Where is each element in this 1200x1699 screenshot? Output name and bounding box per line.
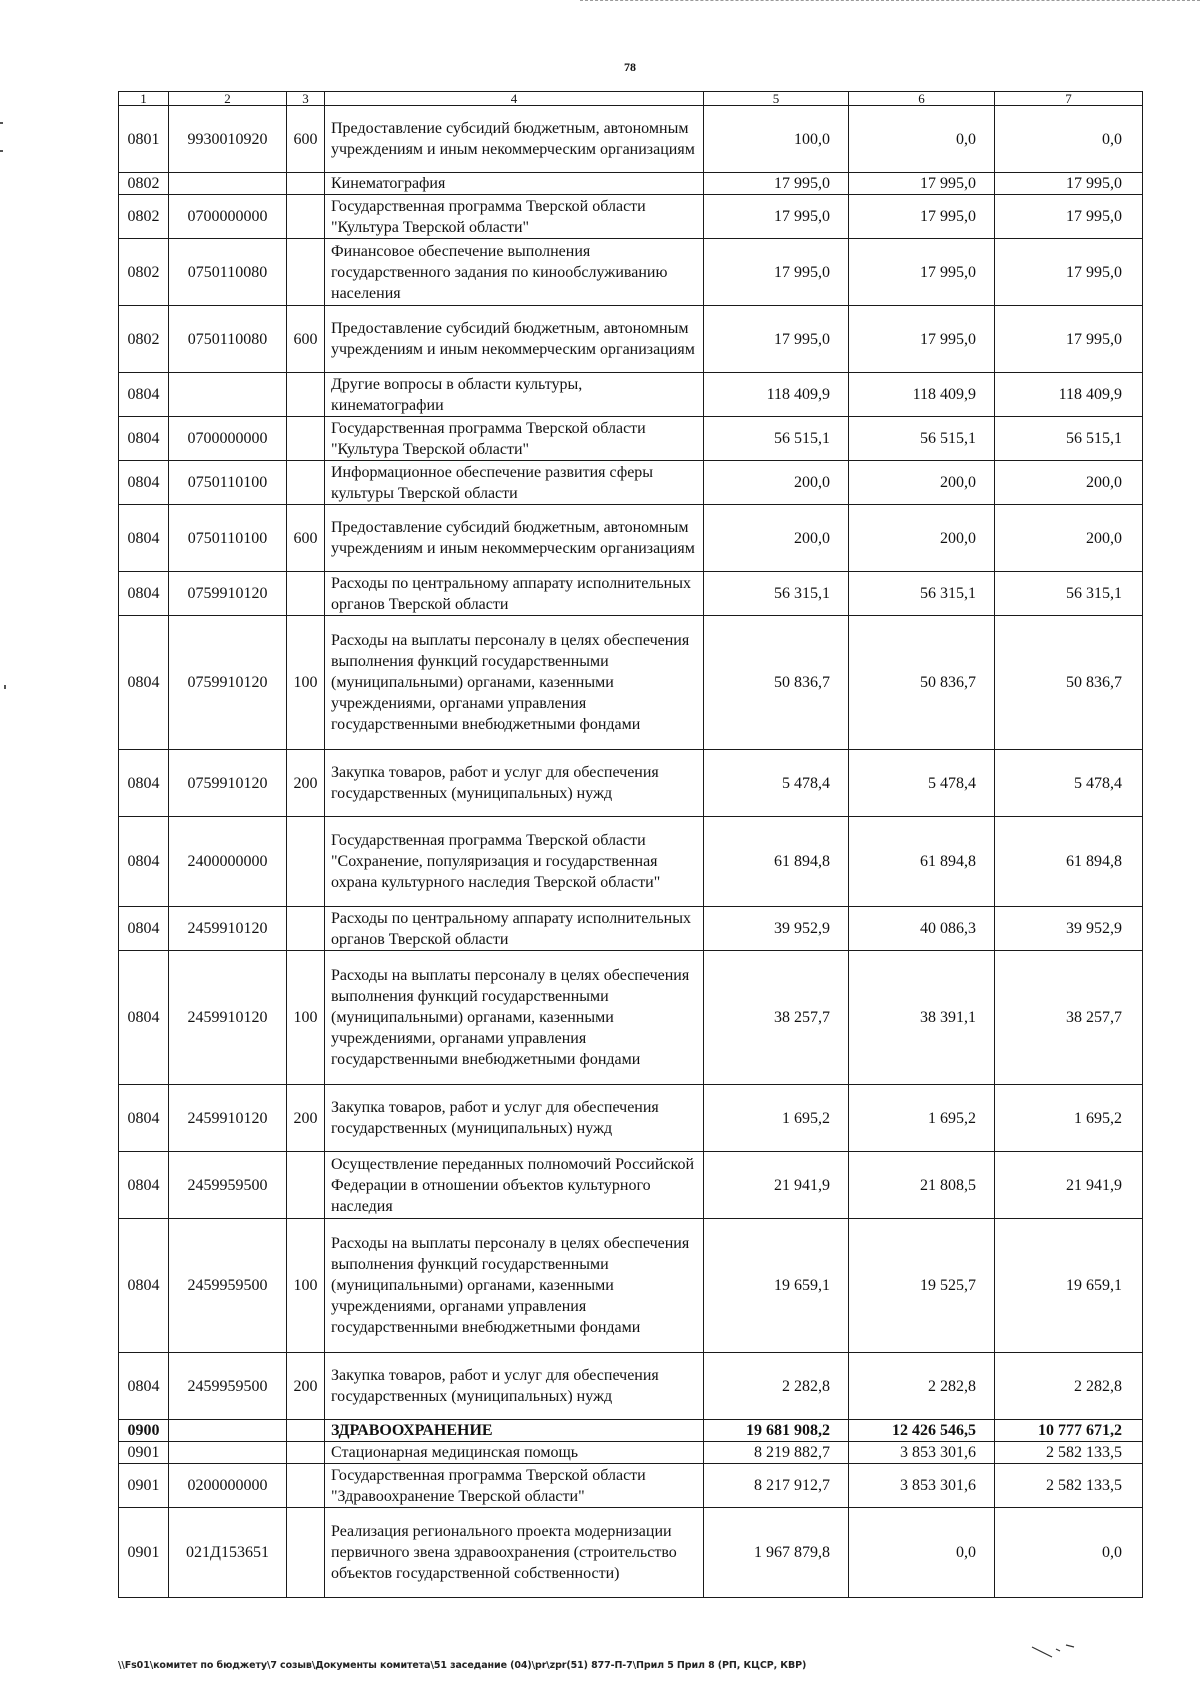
header-cell: 4 [325, 92, 704, 106]
cell-col-2: 2459959500 [169, 1353, 287, 1420]
cell-col-5: 21 941,9 [704, 1152, 849, 1219]
table-row [119, 907, 1143, 951]
cell-col-3: 600 [287, 505, 325, 572]
cell-col-1: 0801 [119, 106, 169, 173]
cell-col-3 [287, 461, 325, 505]
cell-col-7: 50 836,7 [995, 616, 1143, 750]
cell-col-7: 56 315,1 [995, 572, 1143, 616]
cell-col-2: 0750110100 [169, 505, 287, 572]
cell-col-2: 2459910120 [169, 951, 287, 1085]
cell-col-7: 17 995,0 [995, 239, 1143, 306]
cell-col-3 [287, 572, 325, 616]
cell-col-1: 0804 [119, 1085, 169, 1152]
cell-col-1: 0804 [119, 750, 169, 817]
cell-col-4: Финансовое обеспечение выполнения государственного задания по кинообслуживанию населения [325, 239, 704, 306]
cell-col-1: 0901 [119, 1442, 169, 1464]
header-cell: 1 [119, 92, 169, 106]
cell-col-3 [287, 373, 325, 417]
cell-col-2: 0700000000 [169, 195, 287, 239]
table-row [119, 1508, 1143, 1598]
cell-col-6: 0,0 [849, 1508, 995, 1598]
cell-col-7: 1 695,2 [995, 1085, 1143, 1152]
cell-col-2: 2459959500 [169, 1219, 287, 1353]
cell-col-6: 50 836,7 [849, 616, 995, 750]
cell-col-6: 56 515,1 [849, 417, 995, 461]
cell-col-1: 0802 [119, 173, 169, 195]
table-row [119, 1353, 1143, 1420]
cell-col-6: 2 282,8 [849, 1353, 995, 1420]
cell-col-4: Государственная программа Тверской области "Культура Тверской области" [325, 417, 704, 461]
table-row [119, 173, 1143, 195]
cell-col-4: Стационарная медицинская помощь [325, 1442, 704, 1464]
table-header-row [119, 92, 1143, 106]
cell-col-5: 61 894,8 [704, 817, 849, 907]
cell-col-1: 0804 [119, 417, 169, 461]
cell-col-3 [287, 1464, 325, 1508]
cell-col-3 [287, 239, 325, 306]
table-row [119, 1464, 1143, 1508]
page-number: 78 [624, 60, 636, 74]
scan-edge-line [580, 0, 1200, 1]
cell-col-1: 0804 [119, 1152, 169, 1219]
header-cell: 7 [995, 92, 1143, 106]
cell-col-2: 9930010920 [169, 106, 287, 173]
cell-col-3 [287, 1442, 325, 1464]
cell-col-5: 100,0 [704, 106, 849, 173]
cell-col-6: 38 391,1 [849, 951, 995, 1085]
cell-col-4: Предоставление субсидий бюджетным, автономным учреждениям и иным некоммерческим организациям [325, 505, 704, 572]
cell-col-4: Реализация регионального проекта модернизации первичного звена здравоохранения (строительство объектов государственной собственности) [325, 1508, 704, 1598]
cell-col-1: 0802 [119, 306, 169, 373]
cell-col-5: 118 409,9 [704, 373, 849, 417]
cell-col-7: 2 282,8 [995, 1353, 1143, 1420]
cell-col-1: 0804 [119, 817, 169, 907]
table-row [119, 572, 1143, 616]
cell-col-3: 200 [287, 1085, 325, 1152]
cell-col-5: 200,0 [704, 505, 849, 572]
cell-col-4: Государственная программа Тверской области "Здравоохранение Тверской области" [325, 1464, 704, 1508]
cell-col-2 [169, 1420, 287, 1442]
cell-col-7: 0,0 [995, 1508, 1143, 1598]
cell-col-6: 1 695,2 [849, 1085, 995, 1152]
cell-col-2: 2459910120 [169, 907, 287, 951]
cell-col-5: 56 515,1 [704, 417, 849, 461]
cell-col-4: Расходы на выплаты персоналу в целях обеспечения выполнения функций государственными (муниципальными) органами, казенными учреждениями, органами управления государственными внебюджетными фондами [325, 951, 704, 1085]
cell-col-6: 200,0 [849, 461, 995, 505]
cell-col-2: 2459910120 [169, 1085, 287, 1152]
cell-col-7: 38 257,7 [995, 951, 1143, 1085]
cell-col-6: 40 086,3 [849, 907, 995, 951]
cell-col-5: 1 695,2 [704, 1085, 849, 1152]
cell-col-3: 200 [287, 1353, 325, 1420]
cell-col-1: 0804 [119, 505, 169, 572]
cell-col-1: 0802 [119, 195, 169, 239]
cell-col-5: 19 659,1 [704, 1219, 849, 1353]
cell-col-6: 19 525,7 [849, 1219, 995, 1353]
cell-col-4: Осуществление переданных полномочий Российской Федерации в отношении объектов культурного наследия [325, 1152, 704, 1219]
table-row [119, 951, 1143, 1085]
cell-col-5: 200,0 [704, 461, 849, 505]
cell-col-2: 0759910120 [169, 616, 287, 750]
cell-col-4: Государственная программа Тверской области "Сохранение, популяризация и государственная охрана культурного наследия Тверской области" [325, 817, 704, 907]
table-row [119, 306, 1143, 373]
cell-col-2: 0750110080 [169, 306, 287, 373]
table-row [119, 417, 1143, 461]
table-row [119, 1219, 1143, 1353]
cell-col-6: 12 426 546,5 [849, 1420, 995, 1442]
header-cell: 6 [849, 92, 995, 106]
cell-col-1: 0804 [119, 907, 169, 951]
cell-col-7: 19 659,1 [995, 1219, 1143, 1353]
cell-col-1: 0804 [119, 616, 169, 750]
cell-col-5: 17 995,0 [704, 195, 849, 239]
cell-col-5: 17 995,0 [704, 306, 849, 373]
cell-col-3: 600 [287, 306, 325, 373]
cell-col-1: 0901 [119, 1464, 169, 1508]
cell-col-4: Предоставление субсидий бюджетным, автономным учреждениям и иным некоммерческим организациям [325, 306, 704, 373]
cell-col-2 [169, 373, 287, 417]
cell-col-6: 61 894,8 [849, 817, 995, 907]
cell-col-4: Закупка товаров, работ и услуг для обеспечения государственных (муниципальных) нужд [325, 1353, 704, 1420]
table-row [119, 195, 1143, 239]
cell-col-2 [169, 1442, 287, 1464]
cell-col-5: 19 681 908,2 [704, 1420, 849, 1442]
cell-col-7: 200,0 [995, 505, 1143, 572]
cell-col-6: 3 853 301,6 [849, 1464, 995, 1508]
cell-col-7: 10 777 671,2 [995, 1420, 1143, 1442]
cell-col-6: 17 995,0 [849, 239, 995, 306]
cell-col-2: 0700000000 [169, 417, 287, 461]
cell-col-2: 0750110080 [169, 239, 287, 306]
header-cell: 5 [704, 92, 849, 106]
cell-col-6: 200,0 [849, 505, 995, 572]
cell-col-7: 2 582 133,5 [995, 1464, 1143, 1508]
table-row [119, 1420, 1143, 1442]
table-row [119, 106, 1143, 173]
cell-col-4: Расходы на выплаты персоналу в целях обеспечения выполнения функций государственными (муниципальными) органами, казенными учреждениями, органами управления государственными внебюджетными фондами [325, 1219, 704, 1353]
cell-col-1: 0900 [119, 1420, 169, 1442]
table-row [119, 239, 1143, 306]
cell-col-4: Государственная программа Тверской области "Культура Тверской области" [325, 195, 704, 239]
cell-col-7: 200,0 [995, 461, 1143, 505]
cell-col-7: 17 995,0 [995, 173, 1143, 195]
header-cell: 3 [287, 92, 325, 106]
cell-col-4: Расходы по центральному аппарату исполнительных органов Тверской области [325, 907, 704, 951]
cell-col-2: 0759910120 [169, 572, 287, 616]
cell-col-5: 38 257,7 [704, 951, 849, 1085]
cell-col-6: 21 808,5 [849, 1152, 995, 1219]
cell-col-7: 21 941,9 [995, 1152, 1143, 1219]
cell-col-7: 61 894,8 [995, 817, 1143, 907]
cell-col-3: 100 [287, 951, 325, 1085]
cell-col-7: 17 995,0 [995, 306, 1143, 373]
cell-col-2: 0750110100 [169, 461, 287, 505]
cell-col-4: Расходы по центральному аппарату исполнительных органов Тверской области [325, 572, 704, 616]
cell-col-6: 3 853 301,6 [849, 1442, 995, 1464]
cell-col-4: Другие вопросы в области культуры, кинематографии [325, 373, 704, 417]
cell-col-5: 39 952,9 [704, 907, 849, 951]
cell-col-5: 8 219 882,7 [704, 1442, 849, 1464]
table-row [119, 505, 1143, 572]
cell-col-2 [169, 173, 287, 195]
cell-col-3 [287, 907, 325, 951]
cell-col-6: 17 995,0 [849, 173, 995, 195]
cell-col-5: 1 967 879,8 [704, 1508, 849, 1598]
cell-col-6: 0,0 [849, 106, 995, 173]
table-row [119, 817, 1143, 907]
cell-col-1: 0804 [119, 373, 169, 417]
table-row [119, 1442, 1143, 1464]
cell-col-2: 0200000000 [169, 1464, 287, 1508]
cell-col-7: 118 409,9 [995, 373, 1143, 417]
cell-col-4: Кинематография [325, 173, 704, 195]
cell-col-2: 2459959500 [169, 1152, 287, 1219]
table-row [119, 1085, 1143, 1152]
cell-col-6: 17 995,0 [849, 306, 995, 373]
cell-col-2: 2400000000 [169, 817, 287, 907]
budget-table [118, 91, 1143, 1598]
table-row [119, 373, 1143, 417]
cell-col-7: 5 478,4 [995, 750, 1143, 817]
cell-col-4: ЗДРАВООХРАНЕНИЕ [325, 1420, 704, 1442]
cell-col-5: 50 836,7 [704, 616, 849, 750]
cell-col-1: 0901 [119, 1508, 169, 1598]
cell-col-5: 56 315,1 [704, 572, 849, 616]
scan-mark [4, 685, 6, 689]
cell-col-6: 5 478,4 [849, 750, 995, 817]
cell-col-4: Закупка товаров, работ и услуг для обеспечения государственных (муниципальных) нужд [325, 750, 704, 817]
cell-col-3: 600 [287, 106, 325, 173]
cell-col-5: 17 995,0 [704, 173, 849, 195]
cell-col-7: 2 582 133,5 [995, 1442, 1143, 1464]
cell-col-4: Расходы на выплаты персоналу в целях обеспечения выполнения функций государственными (муниципальными) органами, казенными учреждениями, органами управления государственными внебюджетными фондами [325, 616, 704, 750]
cell-col-3: 100 [287, 616, 325, 750]
cell-col-5: 17 995,0 [704, 239, 849, 306]
cell-col-1: 0804 [119, 461, 169, 505]
cell-col-5: 8 217 912,7 [704, 1464, 849, 1508]
cell-col-3 [287, 1508, 325, 1598]
table-row [119, 461, 1143, 505]
table-row [119, 616, 1143, 750]
cell-col-2: 021Д153651 [169, 1508, 287, 1598]
table-row [119, 1152, 1143, 1219]
scan-mark [0, 122, 3, 124]
cell-col-3 [287, 195, 325, 239]
cell-col-1: 0804 [119, 1219, 169, 1353]
cell-col-3 [287, 1152, 325, 1219]
cell-col-6: 118 409,9 [849, 373, 995, 417]
cell-col-3: 200 [287, 750, 325, 817]
cell-col-3: 100 [287, 1219, 325, 1353]
cell-col-4: Предоставление субсидий бюджетным, автономным учреждениям и иным некоммерческим организациям [325, 106, 704, 173]
cell-col-7: 56 515,1 [995, 417, 1143, 461]
cell-col-4: Информационное обеспечение развития сферы культуры Тверской области [325, 461, 704, 505]
cell-col-3 [287, 817, 325, 907]
cell-col-1: 0804 [119, 951, 169, 1085]
cell-col-4: Закупка товаров, работ и услуг для обеспечения государственных (муниципальных) нужд [325, 1085, 704, 1152]
footer-file-path: \\Fs01\комитет по бюджету\7 созыв\Документы комитета\51 заседание (04)\pr\zpr(51) 877-П-7\Прил 5 Прил 8 (РП, КЦСР, КВР) [118, 1660, 807, 1671]
header-cell: 2 [169, 92, 287, 106]
table-row [119, 750, 1143, 817]
cell-col-1: 0802 [119, 239, 169, 306]
cell-col-3 [287, 1420, 325, 1442]
cell-col-2: 0759910120 [169, 750, 287, 817]
cell-col-5: 2 282,8 [704, 1353, 849, 1420]
cell-col-5: 5 478,4 [704, 750, 849, 817]
scan-mark [0, 150, 3, 152]
cell-col-3 [287, 173, 325, 195]
cell-col-1: 0804 [119, 572, 169, 616]
cell-col-6: 56 315,1 [849, 572, 995, 616]
cell-col-1: 0804 [119, 1353, 169, 1420]
cell-col-7: 39 952,9 [995, 907, 1143, 951]
cell-col-6: 17 995,0 [849, 195, 995, 239]
cell-col-7: 17 995,0 [995, 195, 1143, 239]
handwritten-mark [1030, 1635, 1090, 1665]
cell-col-7: 0,0 [995, 106, 1143, 173]
cell-col-3 [287, 417, 325, 461]
